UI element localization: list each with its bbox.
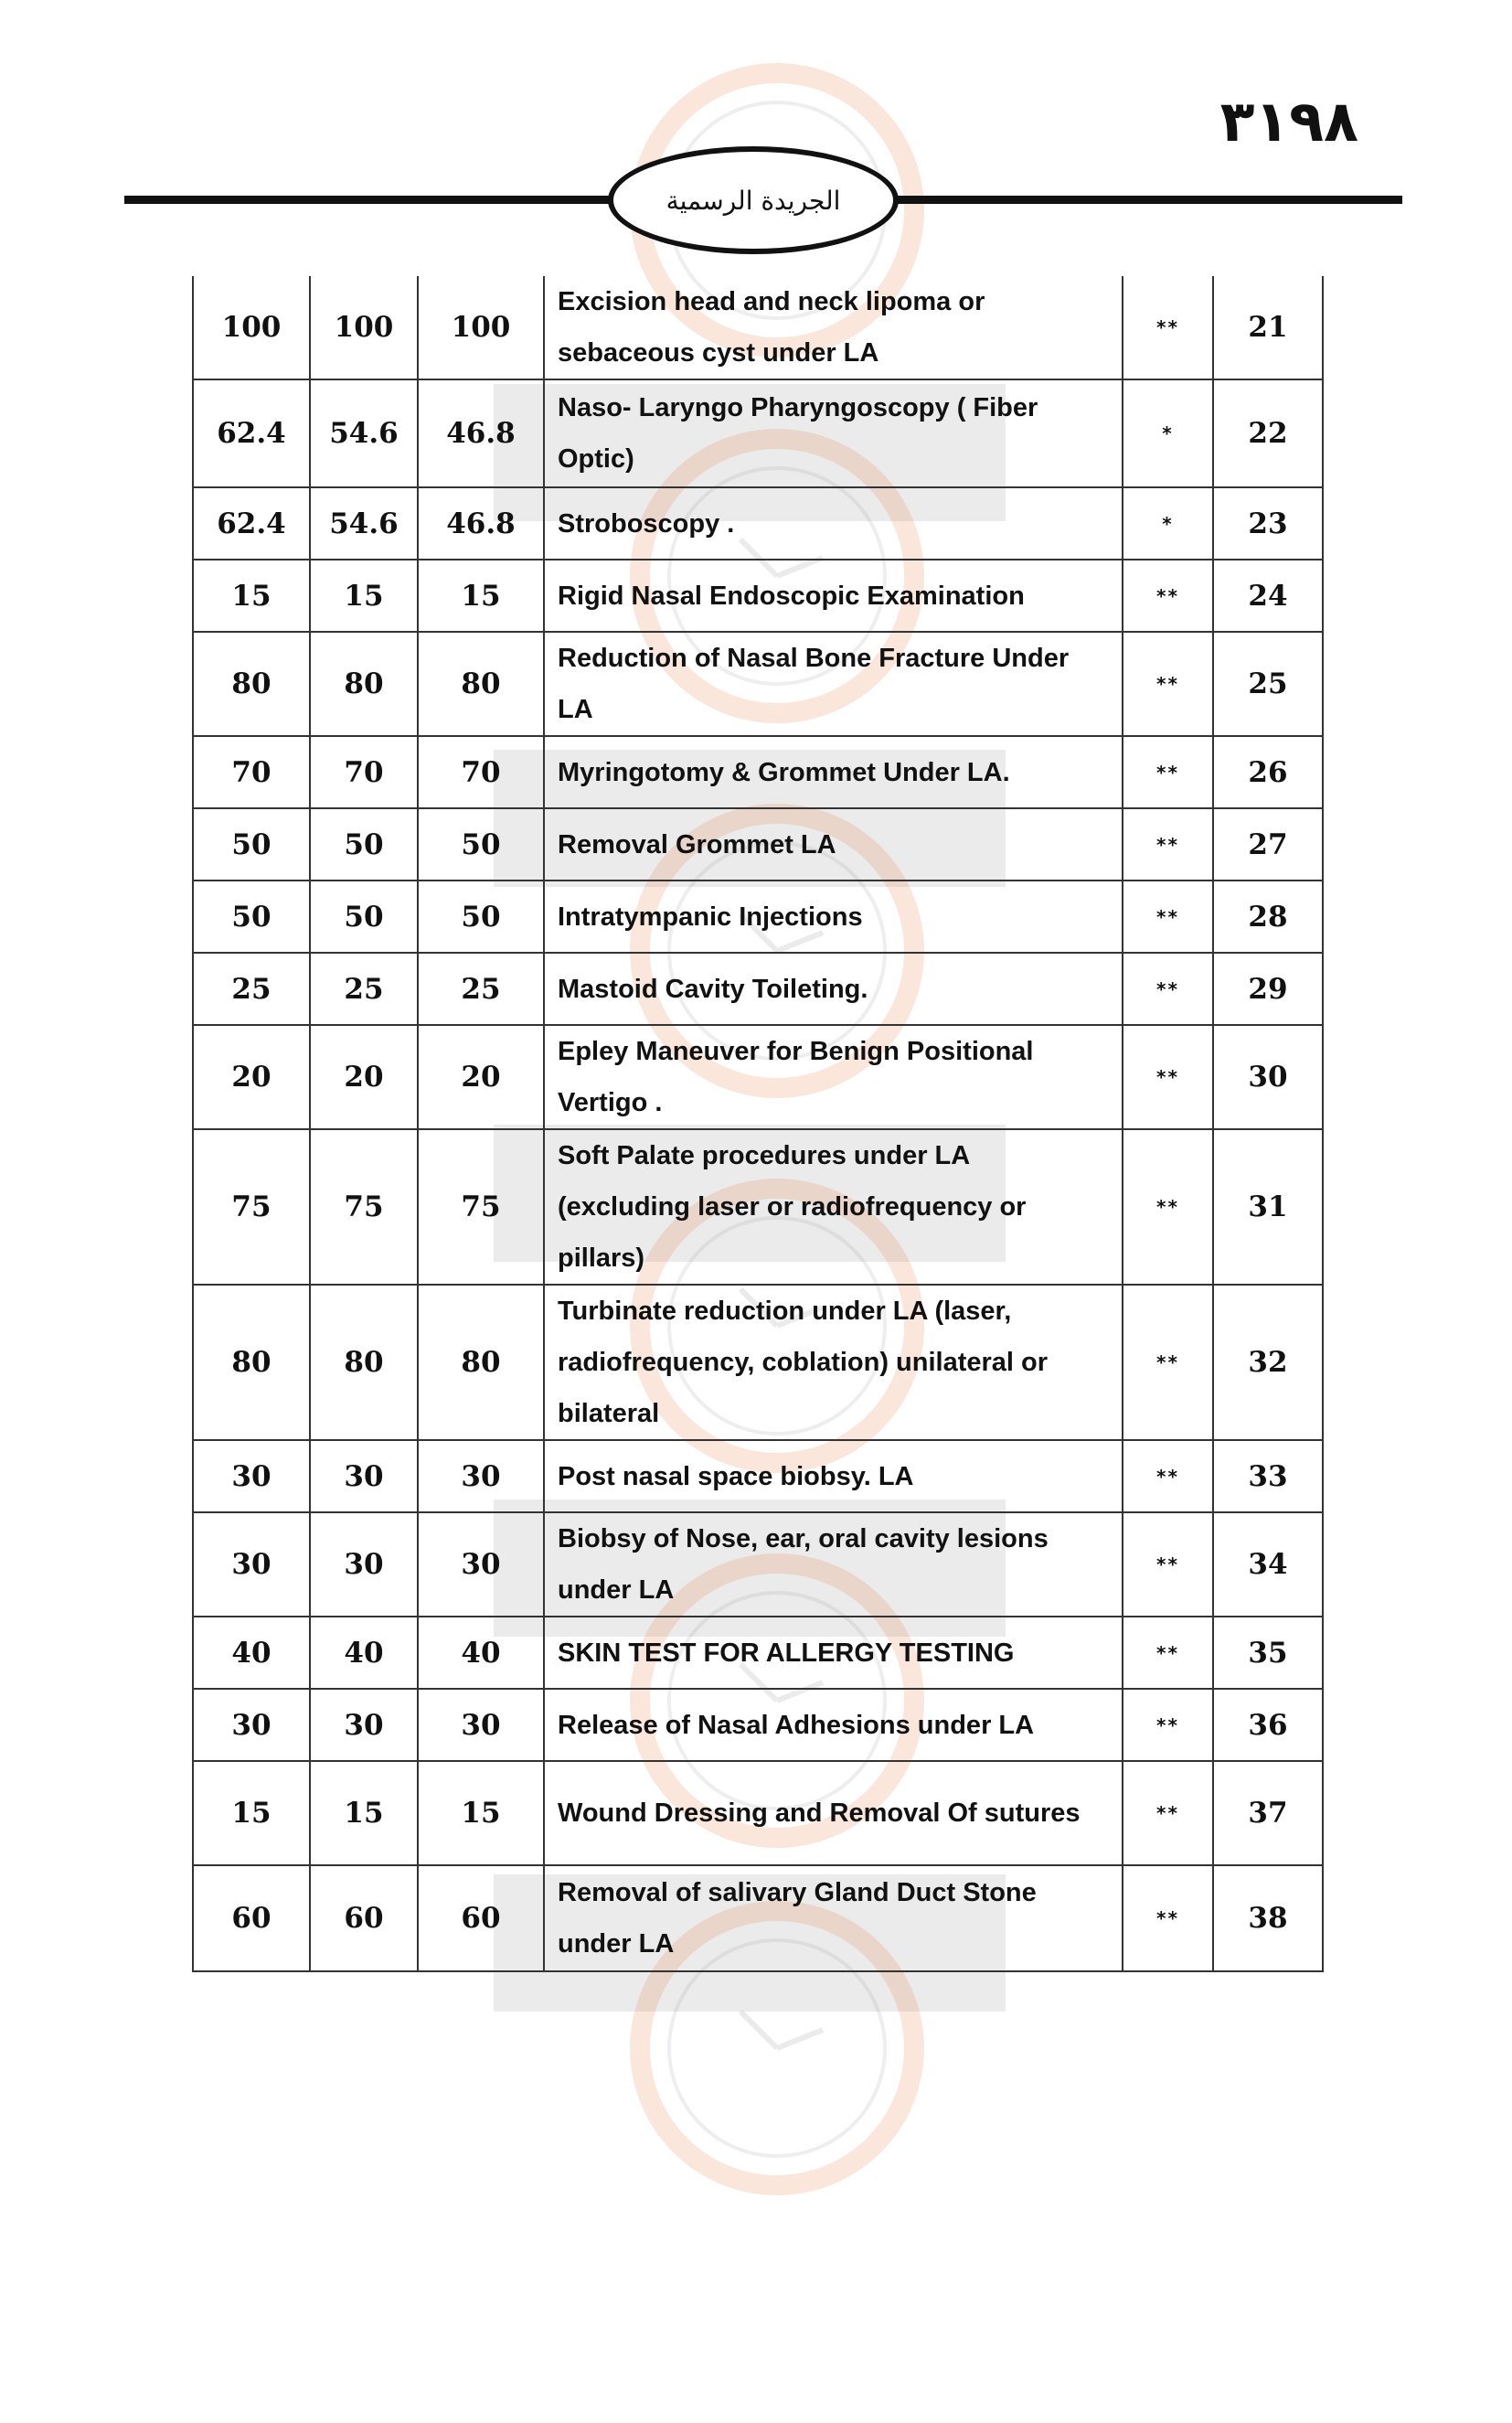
fee-cell-a: 30 — [193, 1440, 310, 1512]
asterisk-mark: ** — [1123, 736, 1213, 808]
fee-cell-b: 20 — [310, 1025, 418, 1129]
fee-cell-b: 70 — [310, 736, 418, 808]
asterisk-mark: * — [1123, 379, 1213, 487]
fee-cell-c: 50 — [418, 881, 544, 953]
row-number: 24 — [1213, 560, 1323, 632]
fee-cell-b: 15 — [310, 560, 418, 632]
procedure-description: Intratympanic Injections — [544, 881, 1123, 953]
fee-cell-c: 25 — [418, 953, 544, 1025]
procedure-description: Release of Nasal Adhesions under LA — [544, 1689, 1123, 1761]
row-number: 32 — [1213, 1285, 1323, 1440]
fee-table — [192, 276, 1324, 1972]
asterisk-mark: ** — [1123, 1761, 1213, 1865]
row-number: 26 — [1213, 736, 1323, 808]
asterisk-mark: ** — [1123, 1865, 1213, 1971]
row-number: 36 — [1213, 1689, 1323, 1761]
table-row — [193, 379, 1323, 487]
table-row — [193, 953, 1323, 1025]
row-number: 23 — [1213, 487, 1323, 560]
fee-cell-c: 80 — [418, 1285, 544, 1440]
table-row — [193, 808, 1323, 881]
fee-cell-c: 80 — [418, 632, 544, 736]
fee-cell-b: 30 — [310, 1689, 418, 1761]
fee-cell-b: 30 — [310, 1440, 418, 1512]
row-number: 28 — [1213, 881, 1323, 953]
procedure-description: Myringotomy & Grommet Under LA. — [544, 736, 1123, 808]
table-row — [193, 1617, 1323, 1689]
row-number: 25 — [1213, 632, 1323, 736]
fee-cell-c: 40 — [418, 1617, 544, 1689]
fee-cell-c: 75 — [418, 1129, 544, 1285]
fee-cell-c: 70 — [418, 736, 544, 808]
fee-cell-c: 46.8 — [418, 379, 544, 487]
row-number: 33 — [1213, 1440, 1323, 1512]
fee-cell-b: 50 — [310, 808, 418, 881]
fee-cell-a: 100 — [193, 276, 310, 379]
row-number: 31 — [1213, 1129, 1323, 1285]
table-row — [193, 881, 1323, 953]
fee-cell-b: 80 — [310, 1285, 418, 1440]
fee-cell-b: 54.6 — [310, 487, 418, 560]
asterisk-mark: ** — [1123, 560, 1213, 632]
fee-cell-a: 15 — [193, 560, 310, 632]
procedure-description: Stroboscopy . — [544, 487, 1123, 560]
row-number: 34 — [1213, 1512, 1323, 1617]
fee-cell-c: 30 — [418, 1512, 544, 1617]
table-row — [193, 632, 1323, 736]
procedure-description: Reduction of Nasal Bone Fracture Under LA — [544, 632, 1123, 736]
row-number: 21 — [1213, 276, 1323, 379]
table-row — [193, 1025, 1323, 1129]
fee-cell-b: 80 — [310, 632, 418, 736]
page-number: ٣١٩٨ — [1219, 88, 1358, 155]
fee-cell-c: 100 — [418, 276, 544, 379]
asterisk-mark: ** — [1123, 632, 1213, 736]
fee-cell-b: 25 — [310, 953, 418, 1025]
fee-cell-b: 30 — [310, 1512, 418, 1617]
fee-cell-c: 60 — [418, 1865, 544, 1971]
asterisk-mark: ** — [1123, 1129, 1213, 1285]
fee-cell-a: 62.4 — [193, 487, 310, 560]
gazette-title-badge — [608, 146, 899, 254]
procedure-description: SKIN TEST FOR ALLERGY TESTING — [544, 1617, 1123, 1689]
asterisk-mark: ** — [1123, 881, 1213, 953]
fee-cell-a: 25 — [193, 953, 310, 1025]
fee-cell-a: 20 — [193, 1025, 310, 1129]
table-row — [193, 1512, 1323, 1617]
table-row — [193, 1865, 1323, 1971]
procedure-description: Mastoid Cavity Toileting. — [544, 953, 1123, 1025]
table-row — [193, 560, 1323, 632]
asterisk-mark: ** — [1123, 1025, 1213, 1129]
fee-cell-a: 70 — [193, 736, 310, 808]
fee-cell-a: 60 — [193, 1865, 310, 1971]
fee-cell-b: 54.6 — [310, 379, 418, 487]
procedure-description: Biobsy of Nose, ear, oral cavity lesions under LA — [544, 1512, 1123, 1617]
procedure-description: Turbinate reduction under LA (laser, radiofrequency, coblation) unilateral or bilateral — [544, 1285, 1123, 1440]
fee-cell-b: 75 — [310, 1129, 418, 1285]
fee-cell-a: 62.4 — [193, 379, 310, 487]
fee-cell-b: 50 — [310, 881, 418, 953]
fee-cell-c: 15 — [418, 1761, 544, 1865]
asterisk-mark: ** — [1123, 276, 1213, 379]
table-row — [193, 1129, 1323, 1285]
table-row — [193, 736, 1323, 808]
procedure-description: Removal of salivary Gland Duct Stone under LA — [544, 1865, 1123, 1971]
procedure-description: Removal Grommet LA — [544, 808, 1123, 881]
procedure-description: Soft Palate procedures under LA (excluding laser or radiofrequency or pillars) — [544, 1129, 1123, 1285]
table-row — [193, 1689, 1323, 1761]
procedure-description: Post nasal space biobsy. LA — [544, 1440, 1123, 1512]
asterisk-mark: ** — [1123, 808, 1213, 881]
asterisk-mark: ** — [1123, 1689, 1213, 1761]
procedure-description: Excision head and neck lipoma or sebaceous cyst under LA — [544, 276, 1123, 379]
asterisk-mark: ** — [1123, 953, 1213, 1025]
fee-cell-b: 60 — [310, 1865, 418, 1971]
asterisk-mark: * — [1123, 487, 1213, 560]
asterisk-mark: ** — [1123, 1617, 1213, 1689]
fee-cell-c: 20 — [418, 1025, 544, 1129]
fee-cell-a: 30 — [193, 1512, 310, 1617]
fee-cell-b: 40 — [310, 1617, 418, 1689]
row-number: 29 — [1213, 953, 1323, 1025]
fee-cell-c: 15 — [418, 560, 544, 632]
table-row — [193, 1761, 1323, 1865]
fee-cell-a: 15 — [193, 1761, 310, 1865]
fee-cell-a: 80 — [193, 632, 310, 736]
procedure-description: Rigid Nasal Endoscopic Examination — [544, 560, 1123, 632]
row-number: 27 — [1213, 808, 1323, 881]
fee-cell-a: 75 — [193, 1129, 310, 1285]
table-row — [193, 1440, 1323, 1512]
asterisk-mark: ** — [1123, 1285, 1213, 1440]
gazette-title: الجريدة الرسمية — [665, 185, 841, 216]
row-number: 22 — [1213, 379, 1323, 487]
row-number: 37 — [1213, 1761, 1323, 1865]
fee-cell-a: 40 — [193, 1617, 310, 1689]
asterisk-mark: ** — [1123, 1512, 1213, 1617]
table-row — [193, 487, 1323, 560]
table-row — [193, 276, 1323, 379]
fee-cell-a: 50 — [193, 808, 310, 881]
fee-cell-c: 30 — [418, 1689, 544, 1761]
fee-cell-b: 100 — [310, 276, 418, 379]
procedure-description: Naso- Laryngo Pharyngoscopy ( Fiber Optic) — [544, 379, 1123, 487]
procedure-description: Epley Maneuver for Benign Positional Vertigo . — [544, 1025, 1123, 1129]
fee-cell-c: 46.8 — [418, 487, 544, 560]
asterisk-mark: ** — [1123, 1440, 1213, 1512]
table-row — [193, 1285, 1323, 1440]
fee-cell-a: 50 — [193, 881, 310, 953]
row-number: 38 — [1213, 1865, 1323, 1971]
row-number: 35 — [1213, 1617, 1323, 1689]
procedure-description: Wound Dressing and Removal Of sutures — [544, 1761, 1123, 1865]
fee-cell-b: 15 — [310, 1761, 418, 1865]
fee-cell-c: 50 — [418, 808, 544, 881]
row-number: 30 — [1213, 1025, 1323, 1129]
fee-cell-a: 30 — [193, 1689, 310, 1761]
fee-cell-c: 30 — [418, 1440, 544, 1512]
fee-cell-a: 80 — [193, 1285, 310, 1440]
